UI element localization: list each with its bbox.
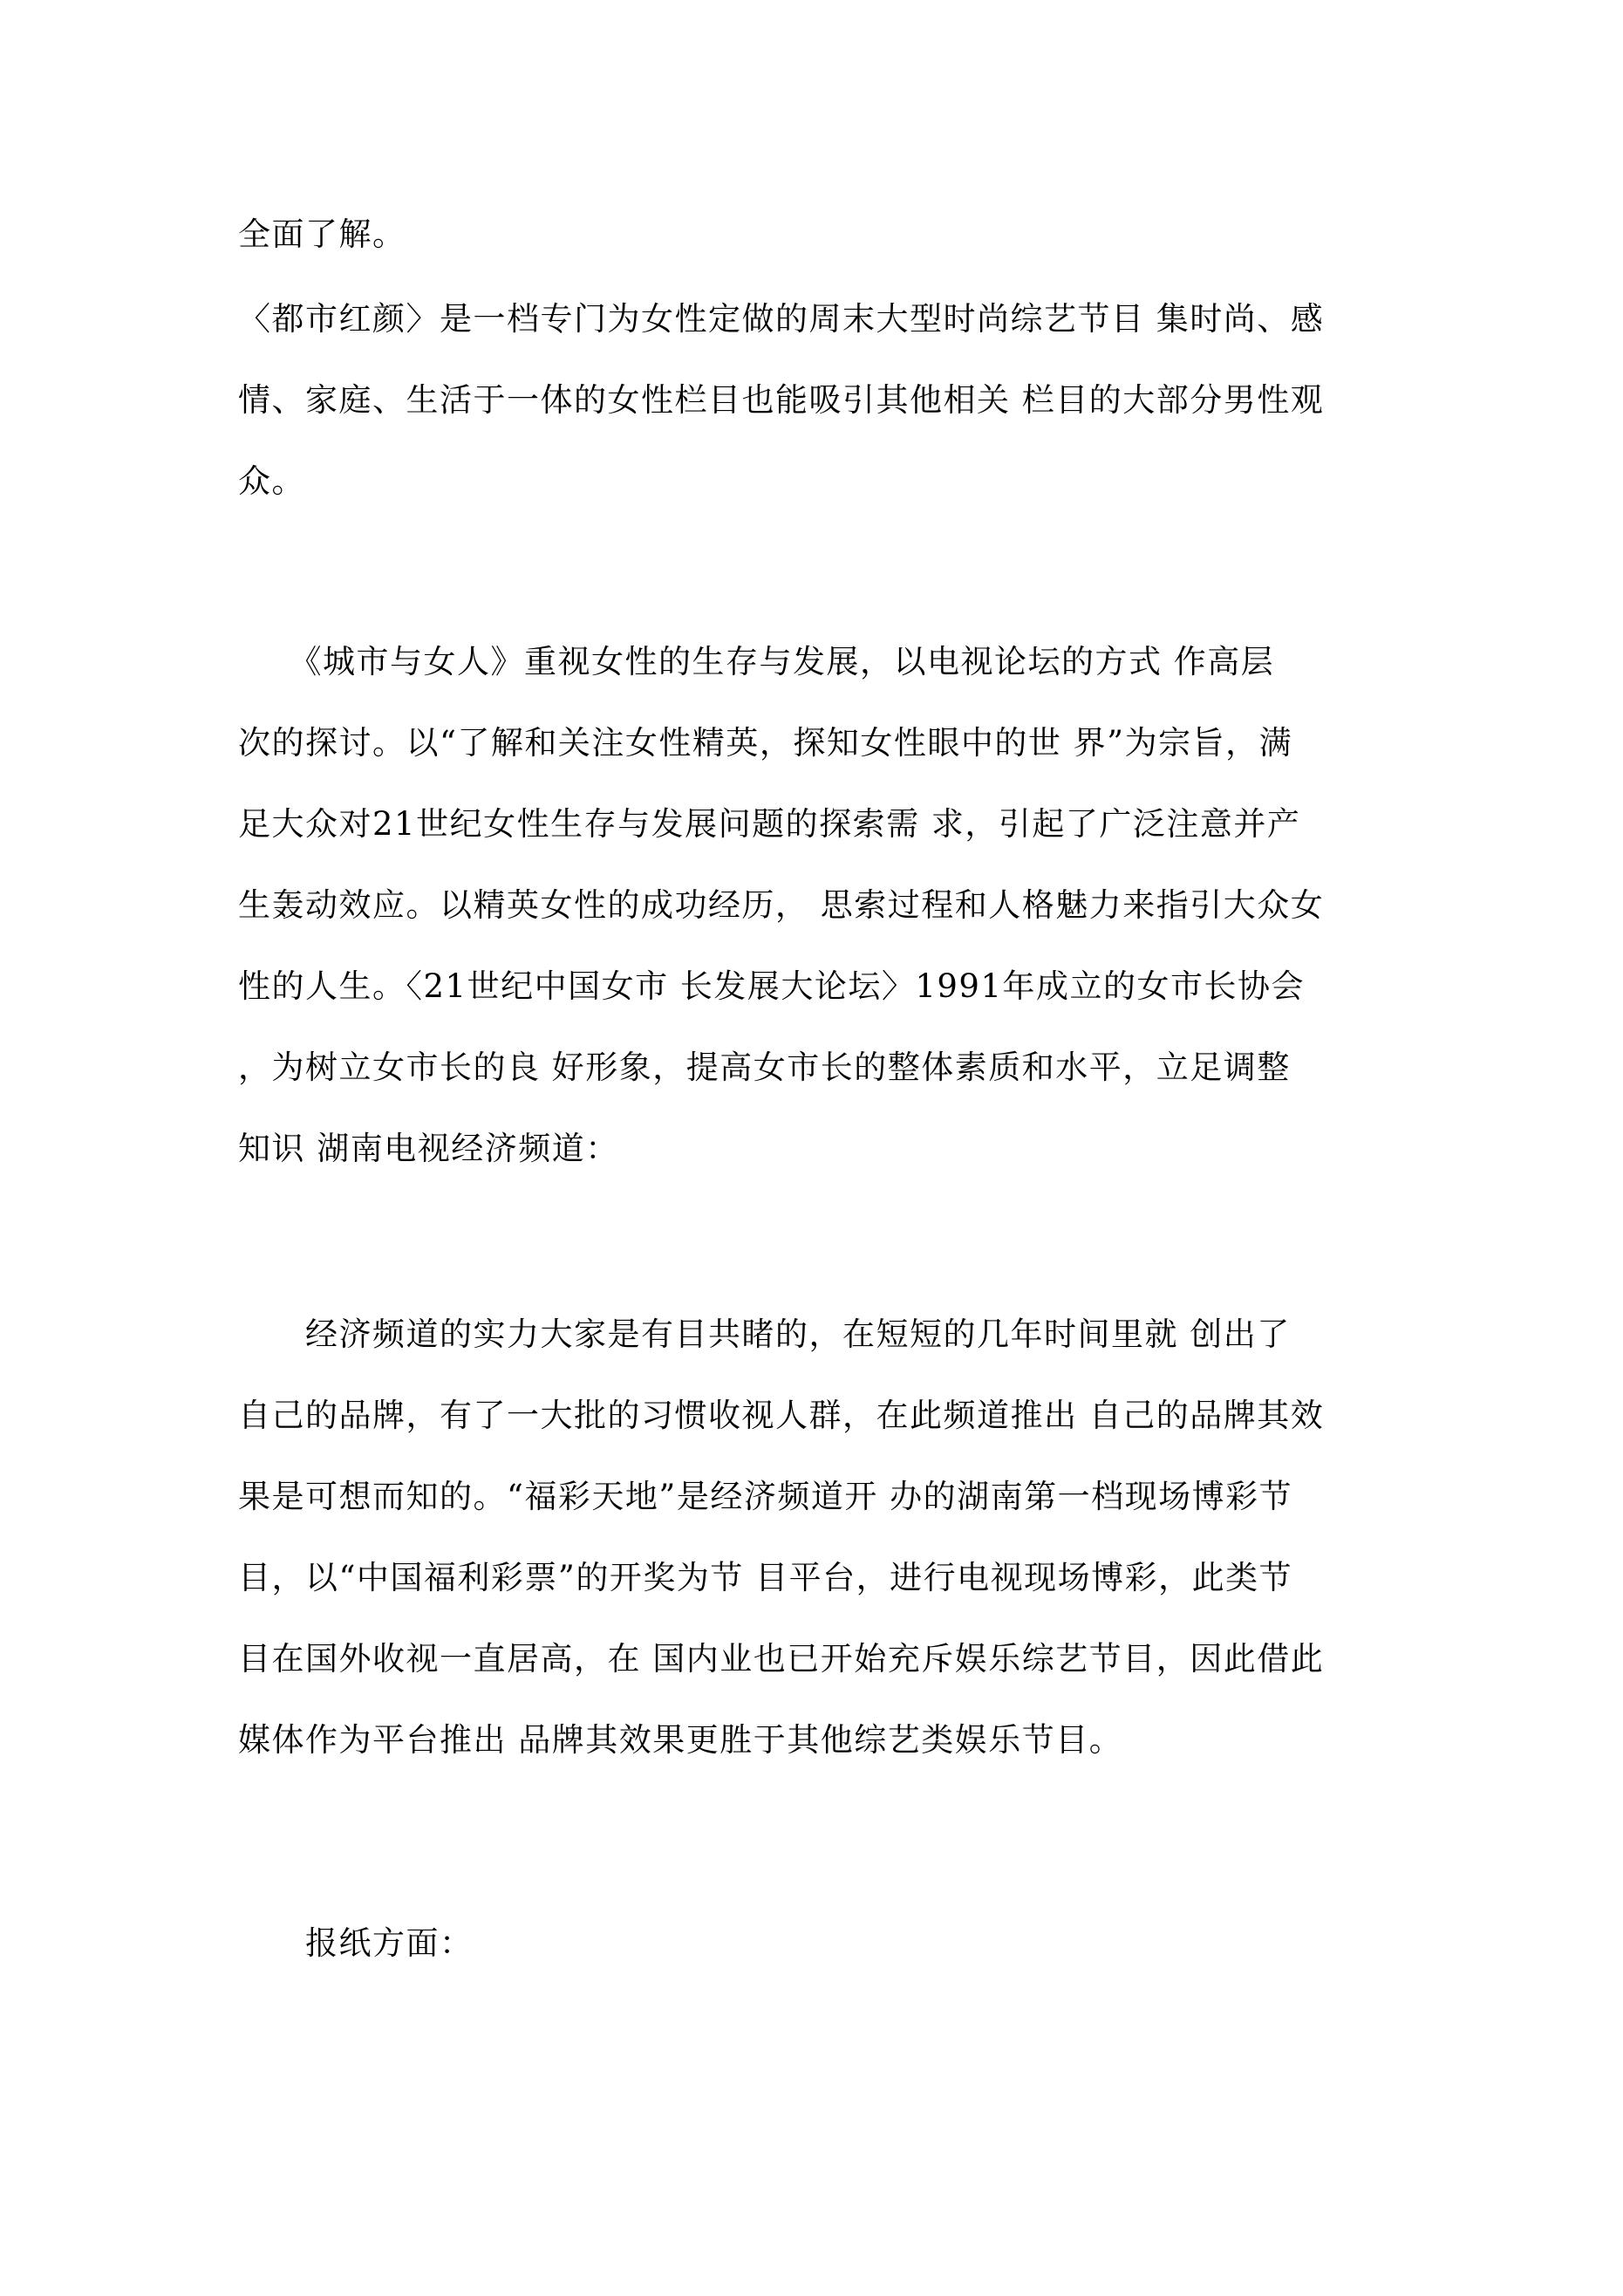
text-line: 性的人生。〈21世纪中国女市 长发展大论坛〉1991年成立的女市长协会 (238, 967, 1306, 1005)
text-line: 知识 湖南电视经济频道： (238, 1130, 619, 1167)
text-line: 众。 (238, 462, 305, 500)
paragraph-intro-fragment (238, 194, 1407, 275)
text-line: 目在国外收视一直居高，在 国内业也已开始充斥娱乐综艺节目，因此借此 (238, 1640, 1325, 1678)
text-line: 自己的品牌，有了一大批的习惯收视人群，在此频道推出 自己的品牌其效 (238, 1397, 1325, 1434)
text-line: 果是可想而知的。“福彩天地”是经济频道开 办的湖南第一档现场博彩节 (238, 1478, 1293, 1515)
text-line: ，为树立女市长的良 好形象，提高女市长的整体素质和水平，立足调整 (238, 1049, 1291, 1086)
text-line: 经济频道的实力大家是有目共睹的，在短短的几年时间里就 创出了 (238, 1315, 1291, 1353)
text-line: 〈都市红颜〉是一档专门为女性定做的周末大型时尚综艺节目 集时尚、感 (238, 300, 1325, 338)
paragraph-economic-channel (238, 1294, 1407, 1780)
text-line: 全面了解。 (238, 215, 406, 253)
text-line: 《城市与女人》重视女性的生存与发展，以电视论坛的方式 作高层 (238, 643, 1275, 680)
text-line: 媒体作为平台推出 品牌其效果更胜于其他综艺类娱乐节目。 (238, 1721, 1123, 1759)
paragraph-city-and-women (238, 621, 1407, 1189)
text-line: 目，以“中国福利彩票”的开奖为节 目平台，进行电视现场博彩，此类节 (238, 1559, 1293, 1596)
paragraph-dushi-hongyan (238, 278, 1407, 522)
text-line: 次的探讨。以“了解和关注女性精英，探知女性眼中的世 界”为宗旨，满 (238, 724, 1293, 762)
text-line: 足大众对21世纪女性生存与发展问题的探索需 求，引起了广泛注意并产 (238, 805, 1301, 843)
text-line: 报纸方面： (238, 1924, 474, 1962)
text-line: 情、家庭、生活于一体的女性栏目也能吸引其他相关 栏目的大部分男性观 (238, 381, 1325, 419)
text-line: 生轰动效应。以精英女性的成功经历， 思索过程和人格魅力来指引大众女 (238, 886, 1325, 924)
paragraph-newspaper-heading (238, 1903, 1407, 1984)
